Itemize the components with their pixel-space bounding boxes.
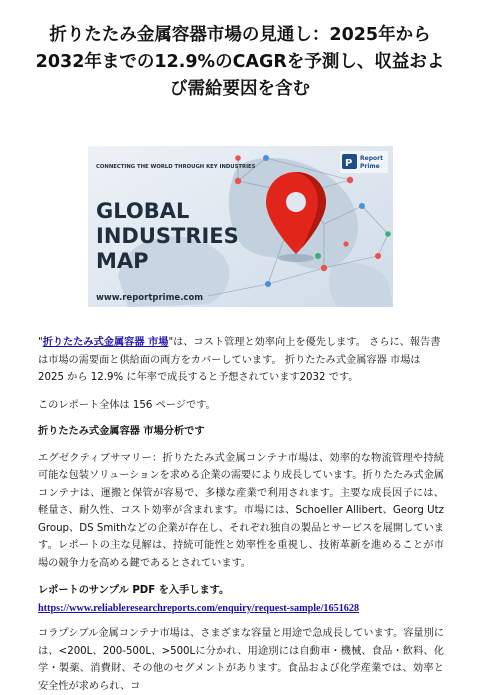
report-prime-logo — [340, 151, 388, 173]
hero-image — [88, 146, 393, 307]
world-map-illustration — [88, 146, 393, 307]
market-link[interactable]: 折りたたみ式金属容器 市場 — [42, 337, 169, 348]
intro-paragraph: "折りたたみ式金属容器 市場"は、コスト管理と効率向上を優先します。 さらに、報告書は市場の需要面と供給面の両方をカバーしています。 折りたたみ式金属容器 市場は 2025 から 12.9% に年率で成長すると予想されています2032 です。 — [38, 337, 441, 383]
executive-summary: エグゼクティブサマリー：折りたたみ式金属コンテナ市場は、効率的な物流管理や持続可能な包装ソリューションを求める企業の需要により成長しています。折りたたみ式金属コンテナは、運搬と保管が容易で、多様な産業で利用されます。主要な成長因子には、軽量さ、耐久性、コスト効率が含まれます。市場には、Schoeller Allibert、Georg Utz Group、DS Smithなどの企業が存在し、それぞれ独自の製品とサービスを展開しています。レポートの主な見解は、持続可能性と効率性を重視し、技術革新を進めることが市場の競争力を高める鍵であるとされています。 — [38, 452, 444, 569]
analysis-heading: 折りたたみ式金属容器 市場分析です — [38, 426, 205, 437]
svg-text:P: P — [345, 158, 353, 169]
banner-text: CONNECTING THE WORLD THROUGH KEY INDUSTRIES — [96, 164, 256, 170]
headline-line-1: GLOBAL — [96, 199, 190, 223]
svg-text:Prime: Prime — [360, 163, 380, 170]
segments-paragraph: コラプシブル金属コンテナ市場は、さまざまな容量と用途で急成長しています。容量別には、<200L、200-500L、>500Lに分かれ、用途別には自動車・機械、食品・飲料、化学・製薬、消費財、その他のセグメントがあります。食品および化学産業では、効率と安全性が求められ、コ — [38, 628, 444, 692]
svg-text:Report: Report — [360, 155, 383, 162]
page-title: 折りたたみ金属容器市場の見通し：2025年から2032年までの12.9%のCAGRを予測し、収益および需給要因を含む — [35, 25, 445, 99]
pages-note: このレポート全体は 156 ページです。 — [38, 399, 216, 411]
sample-pdf-heading: レポートのサンプル PDF を入手します。 https://www.reliableresearchreports.com/enquiry/request-sample/1651628 — [38, 585, 360, 614]
article-body — [38, 334, 444, 695]
headline-line-3: MAP — [96, 249, 149, 273]
sample-request-link[interactable]: https://www.reliableresearchreports.com/enquiry/request-sample/1651628 — [38, 602, 360, 614]
headline-line-2: INDUSTRIES — [96, 224, 239, 248]
hero-url: www.reportprime.com — [96, 293, 204, 303]
